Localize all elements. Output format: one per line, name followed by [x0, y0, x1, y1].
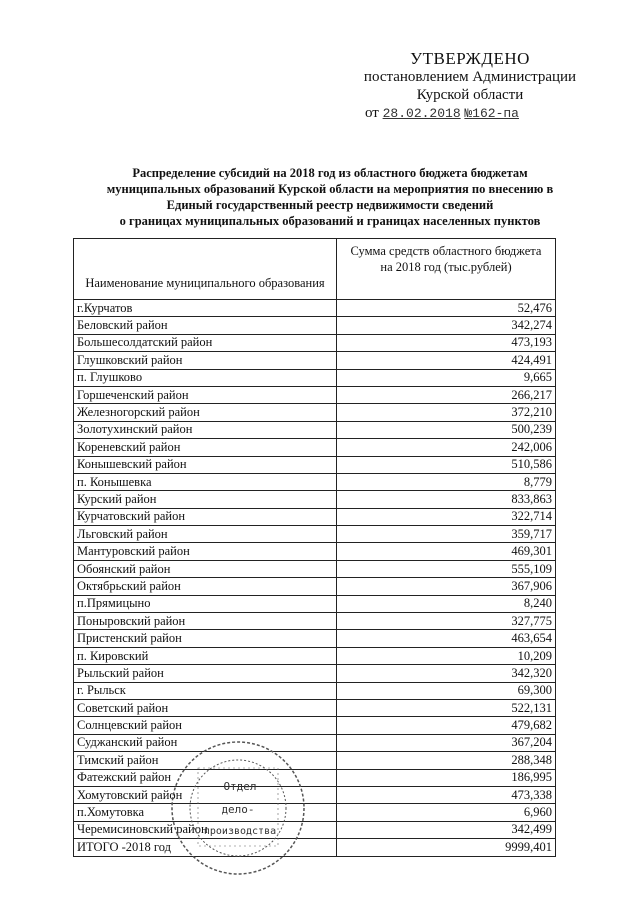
row-name: Глушковский район [74, 352, 337, 369]
row-name: Черемисиновский район [74, 821, 337, 838]
table-row [74, 786, 556, 803]
table-row [74, 439, 556, 456]
table-row [74, 404, 556, 421]
table-row [74, 752, 556, 769]
row-name: Мантуровский район [74, 543, 337, 560]
title-line-3: Единый государственный реестр недвижимости сведений [166, 198, 494, 212]
row-name: Льговский район [74, 526, 337, 543]
approval-heading: УТВЕРЖДЕНО [410, 49, 530, 68]
row-value: 10,209 [337, 647, 556, 664]
row-name: Горшеченский район [74, 386, 337, 403]
table-row [74, 473, 556, 490]
table-row [74, 352, 556, 369]
table-row [74, 456, 556, 473]
table-row [74, 682, 556, 699]
row-name: Конышевский район [74, 456, 337, 473]
row-name: Кореневский район [74, 439, 337, 456]
table-row [74, 613, 556, 630]
approval-date-line [330, 104, 610, 123]
row-value: 359,717 [337, 526, 556, 543]
table-row [74, 647, 556, 664]
row-name: п. Конышевка [74, 473, 337, 490]
row-name: Железногорский район [74, 404, 337, 421]
row-name: Хомутовский район [74, 786, 337, 803]
row-name: Курский район [74, 491, 337, 508]
row-value: 367,906 [337, 578, 556, 595]
table-row [74, 734, 556, 751]
table-header-row [74, 239, 556, 300]
table-row [74, 317, 556, 334]
table-row [74, 578, 556, 595]
table-row [74, 717, 556, 734]
row-name: Октябрьский район [74, 578, 337, 595]
row-value: 9,665 [337, 369, 556, 386]
row-name: Суджанский район [74, 734, 337, 751]
table-row [74, 630, 556, 647]
table-row [74, 560, 556, 577]
table-row [74, 369, 556, 386]
approval-from: от [365, 105, 379, 121]
table-row [74, 699, 556, 716]
row-value: 69,300 [337, 682, 556, 699]
table-row [74, 334, 556, 351]
title-line-1: Распределение субсидий на 2018 год из областного бюджета бюджетам [132, 166, 528, 180]
subsidy-table [73, 238, 556, 857]
row-value: 8,779 [337, 473, 556, 490]
row-name: п.Прямицыно [74, 595, 337, 612]
table-row [74, 821, 556, 838]
row-value: 327,775 [337, 613, 556, 630]
row-name: Обоянский район [74, 560, 337, 577]
table-row [74, 491, 556, 508]
title-line-4: о границах муниципальных образований и границах населенных пунктов [119, 214, 541, 228]
approval-number: №162-па [464, 106, 519, 121]
header-sum-line-2: на 2018 год (тыс.рублей) [380, 260, 512, 274]
table-row [74, 804, 556, 821]
row-value: 833,863 [337, 491, 556, 508]
row-name: Солнцевский район [74, 717, 337, 734]
row-name: Золотухинский район [74, 421, 337, 438]
stamp-text-1: Отдел [223, 780, 257, 793]
header-sum-line-1: Сумма средств областного бюджета [350, 244, 542, 258]
header-name: Наименование муниципального образования [74, 239, 337, 300]
row-value: 342,499 [337, 821, 556, 838]
approval-line-1: постановлением Администрации [363, 69, 577, 85]
row-value: 500,239 [337, 421, 556, 438]
table-row [74, 386, 556, 403]
title-line-2: муниципальных образований Курской области на мероприятия по внесению в [106, 182, 554, 196]
row-name: г.Курчатов [74, 300, 337, 317]
total-label: ИТОГО -2018 год [74, 839, 337, 856]
approval-line-2: Курской области [416, 87, 524, 103]
row-value: 522,131 [337, 699, 556, 716]
table-row [74, 421, 556, 438]
table-row [74, 769, 556, 786]
row-value: 463,654 [337, 630, 556, 647]
row-value: 52,476 [337, 300, 556, 317]
row-value: 469,301 [337, 543, 556, 560]
table-row [74, 595, 556, 612]
row-name: Советский район [74, 699, 337, 716]
row-name: Рыльский район [74, 665, 337, 682]
stamp-text-3: производства [203, 826, 277, 837]
row-value: 510,586 [337, 456, 556, 473]
row-value: 473,338 [337, 786, 556, 803]
row-value: 8,240 [337, 595, 556, 612]
row-name: Поныровский район [74, 613, 337, 630]
document-title [60, 165, 600, 229]
row-value: 367,204 [337, 734, 556, 751]
row-value: 322,714 [337, 508, 556, 525]
row-name: п. Глушково [74, 369, 337, 386]
row-name: п. Кировский [74, 647, 337, 664]
table-row [74, 300, 556, 317]
row-name: п.Хомутовка [74, 804, 337, 821]
row-name: Курчатовский район [74, 508, 337, 525]
row-value: 6,960 [337, 804, 556, 821]
row-name: Беловский район [74, 317, 337, 334]
row-value: 186,995 [337, 769, 556, 786]
row-name: Большесолдатский район [74, 334, 337, 351]
table-row [74, 665, 556, 682]
row-value: 473,193 [337, 334, 556, 351]
row-name: Тимский район [74, 752, 337, 769]
row-name: Фатежский район [74, 769, 337, 786]
row-value: 288,348 [337, 752, 556, 769]
table-row [74, 508, 556, 525]
row-name: г. Рыльск [74, 682, 337, 699]
row-value: 242,006 [337, 439, 556, 456]
row-value: 342,274 [337, 317, 556, 334]
row-value: 266,217 [337, 386, 556, 403]
row-value: 479,682 [337, 717, 556, 734]
approval-date: 28.02.2018 [382, 106, 461, 121]
row-value: 372,210 [337, 404, 556, 421]
table-row [74, 526, 556, 543]
row-value: 342,320 [337, 665, 556, 682]
approval-block [330, 50, 610, 123]
header-sum [337, 239, 556, 300]
table-row [74, 543, 556, 560]
row-name: Пристенский район [74, 630, 337, 647]
row-value: 424,491 [337, 352, 556, 369]
stamp-text-2: дело- [221, 803, 255, 816]
row-value: 555,109 [337, 560, 556, 577]
total-value: 9999,401 [337, 839, 556, 856]
total-row [74, 839, 556, 856]
